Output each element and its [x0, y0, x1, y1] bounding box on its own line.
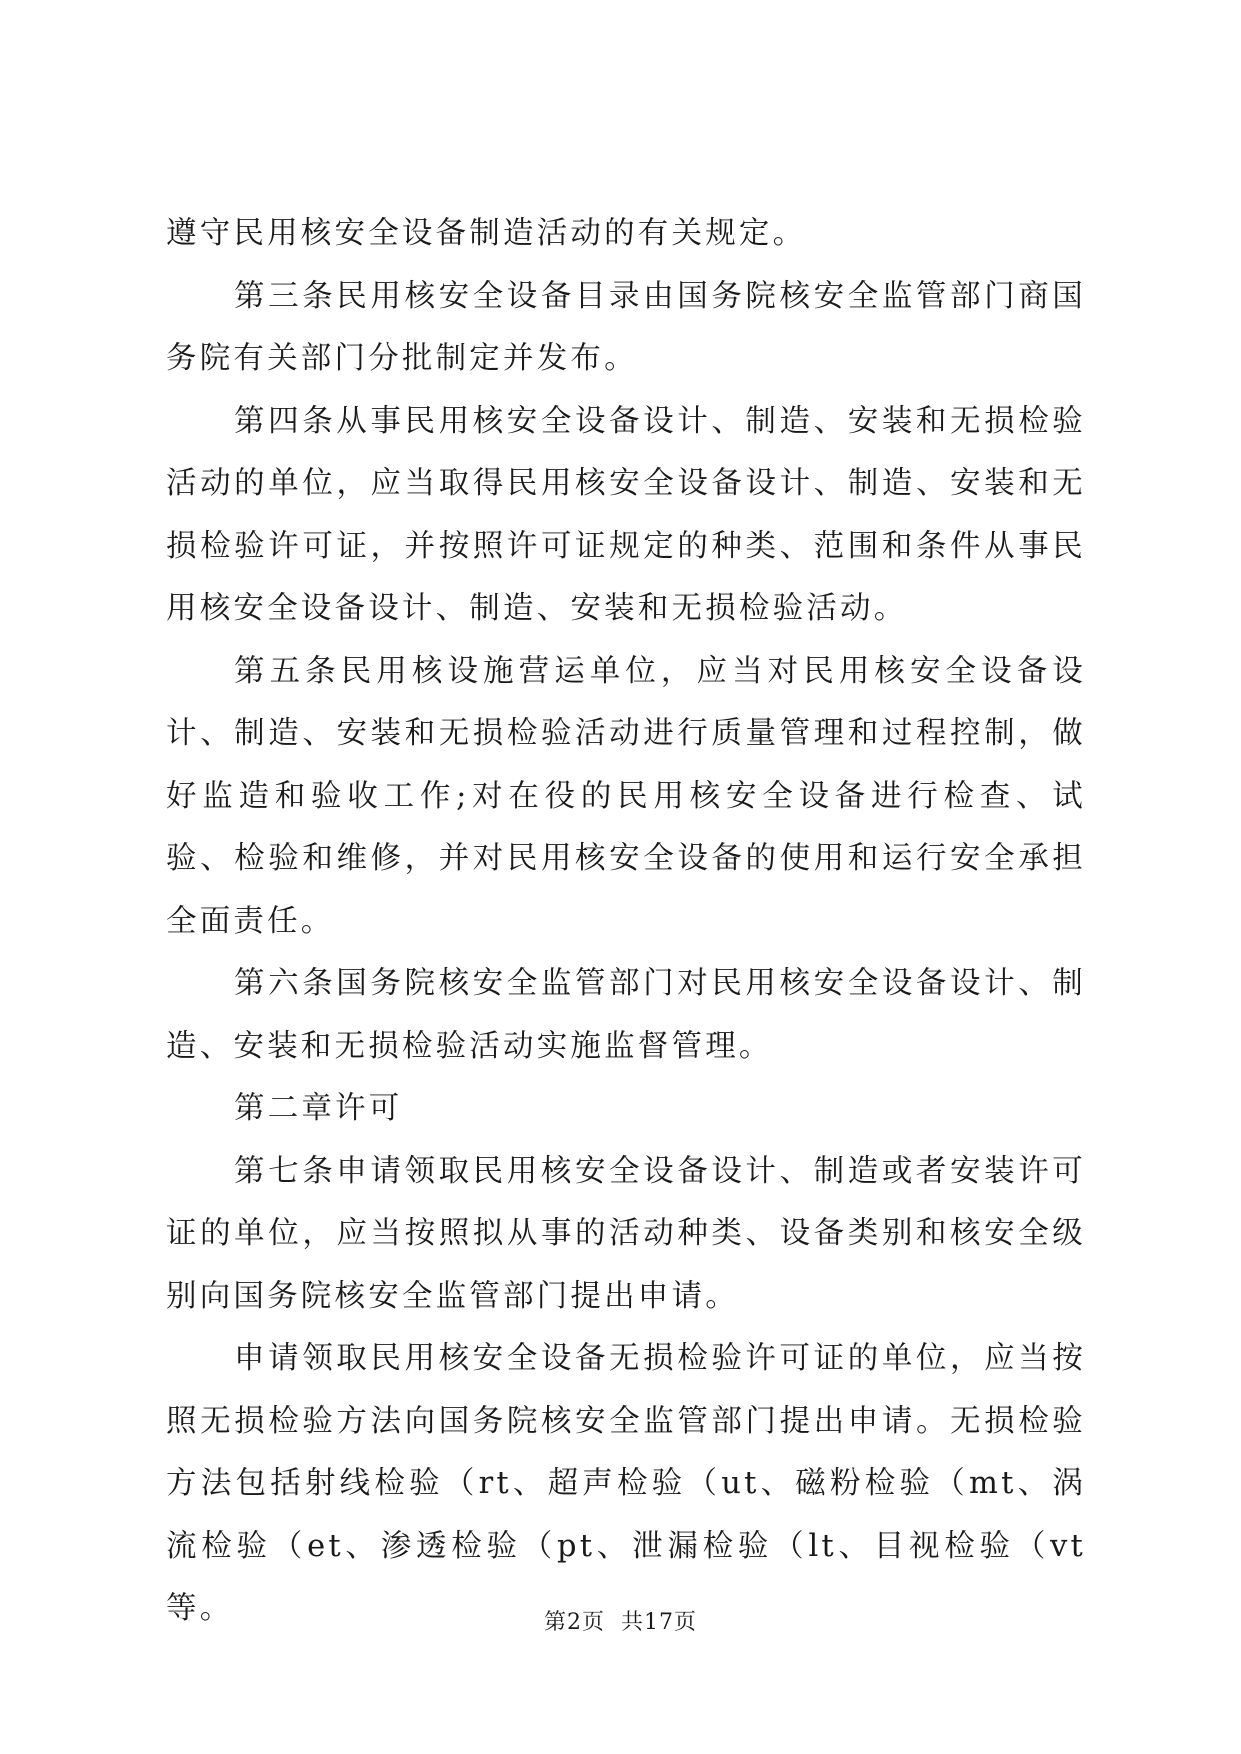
page-label-prefix: 第 [543, 1610, 567, 1635]
total-label-prefix: 共 [621, 1610, 645, 1635]
paragraph-article-6: 第六条国务院核安全监管部门对民用核安全设备设计、制造、安装和无损检验活动实施监督管理。 [166, 966, 1086, 1064]
total-label-suffix: 页 [674, 1610, 698, 1635]
paragraph-article-4: 第四条从事民用核安全设备设计、制造、安装和无损检验活动的单位，应当取得民用核安全设备设计、制造、安装和无损检验许可证，并按照许可证规定的种类、范围和条件从事民用核安全设备设计、制造、安装和无损检验活动。 [166, 403, 1086, 626]
total-pages: 17 [644, 1610, 675, 1635]
chapter-heading: 第二章许可 [234, 1091, 403, 1126]
page-footer [0, 1605, 1241, 1636]
paragraph-article-7: 第七条申请领取民用核安全设备设计、制造或者安装许可证的单位，应当按照拟从事的活动种类、设备类别和核安全级别向国务院核安全监管部门提出申请。 [166, 1153, 1086, 1314]
page-label-suffix: 页 [581, 1610, 605, 1635]
paragraph-article-3: 第三条民用核安全设备目录由国务院核安全监管部门商国务院有关部门分批制定并发布。 [166, 278, 1086, 376]
paragraph-article-5: 第五条民用核设施营运单位，应当对民用核安全设备设计、制造、安装和无损检验活动进行质量管理和过程控制，做好监造和验收工作;对在役的民用核安全设备进行检查、试验、检验和维修，并对民用核安全设备的使用和运行安全承担全面责任。 [166, 653, 1086, 939]
page-number: 2 [566, 1610, 582, 1635]
document-body [166, 203, 1086, 1641]
paragraph-continuation: 遵守民用核安全设备制造活动的有关规定。 [166, 216, 807, 251]
paragraph-ndt-application: 申请领取民用核安全设备无损检验许可证的单位，应当按照无损检验方法向国务院核安全监管部门提出申请。无损检验方法包括射线检验（rt、超声检验（ut、磁粉检验（mt、涡流检验（et、渗透检验（pt、泄漏检验（lt、目视检验（vt等。 [166, 1341, 1086, 1626]
